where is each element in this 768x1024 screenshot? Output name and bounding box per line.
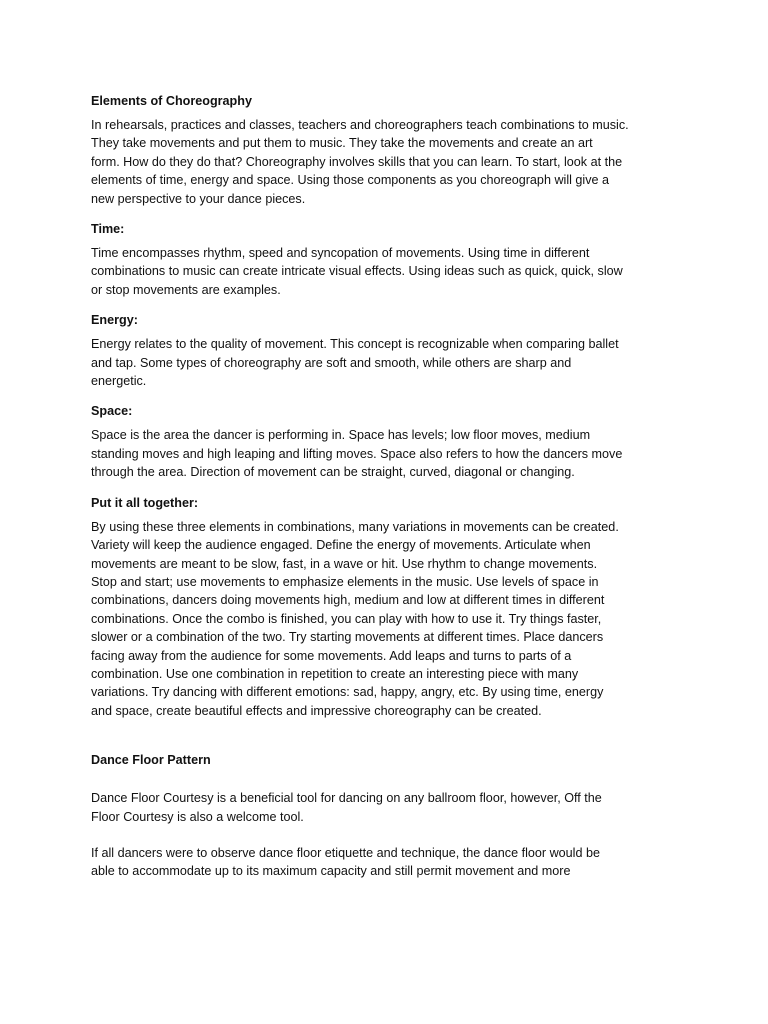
text-line: or stop movements are examples. — [91, 282, 281, 297]
text-line: In rehearsals, practices and classes, teachers and choreographers teach combinations to music. — [91, 118, 629, 132]
document-page — [91, 92, 681, 881]
text-line: facing away from the audience for some movements. Add leaps and turns to parts of a — [91, 648, 572, 663]
text-line: form. How do they do that? Choreography involves skills that you can learn. To start, look at the — [91, 154, 623, 169]
text-line: energetic. — [91, 374, 147, 389]
text-line: and tap. Some types of choreography are soft and smooth, while others are sharp and — [91, 355, 572, 370]
section-heading-elements-of-choreography: Elements of Choreography — [91, 94, 252, 108]
text-line: They take movements and put them to music. They take the movements and create an art — [91, 136, 593, 151]
text-line: Stop and start; use movements to emphasize elements in the music. Use levels of space in — [91, 574, 599, 589]
text-line: standing moves and high leaping and lifting moves. Space also refers to how the dancers move — [91, 446, 623, 461]
text-line: able to accommodate up to its maximum capacity and still permit movement and more — [91, 864, 571, 879]
paragraph-space — [91, 426, 681, 481]
paragraph-dance-floor-etiquette — [91, 844, 681, 881]
text-line: through the area. Direction of movement can be straight, curved, diagonal or changing. — [91, 465, 575, 480]
text-line: Dance Floor Courtesy is a beneficial tool for dancing on any ballroom floor, however, Off the — [91, 791, 602, 806]
paragraph-put-it-all-together — [91, 518, 681, 720]
text-line: elements of time, energy and space. Using those components as you choreograph will give a — [91, 173, 610, 188]
section-heading-put-it-all-together: Put it all together: — [91, 495, 199, 510]
text-line: new perspective to your dance pieces. — [91, 191, 306, 206]
text-line: combinations to music can create intricate visual effects. Using ideas such as quick, quick, slow — [91, 264, 623, 279]
text-line: Energy relates to the quality of movement. This concept is recognizable when comparing ballet — [91, 337, 619, 352]
text-line: combinations, dancers doing movements high, medium and low at different times in different — [91, 593, 605, 608]
paragraph-dance-floor-courtesy — [91, 789, 681, 826]
text-line: variations. Try dancing with different emotions: sad, happy, angry, etc. By using time, energy — [91, 685, 604, 700]
text-line: and space, create beautiful effects and impressive choreography can be created. — [91, 703, 542, 718]
text-line: By using these three elements in combinations, many variations in movements can be created. — [91, 519, 619, 534]
text-line: Floor Courtesy is also a welcome tool. — [91, 809, 304, 824]
paragraph-time — [91, 244, 681, 299]
text-line: Time encompasses rhythm, speed and syncopation of movements. Using time in different — [91, 246, 590, 261]
paragraph-intro — [91, 116, 681, 208]
text-line: slower or a combination of the two. Try starting movements at different times. Place dancers — [91, 630, 604, 645]
paragraph-energy — [91, 335, 681, 390]
section-heading-time: Time: — [91, 222, 125, 237]
text-line: Space is the area the dancer is performing in. Space has levels; low floor moves, medium — [91, 428, 591, 443]
text-line: combination. Use one combination in repetition to create an interesting piece with many — [91, 666, 579, 681]
section-heading-energy: Energy: — [91, 313, 138, 328]
section-heading-space: Space: — [91, 404, 133, 419]
section-heading-dance-floor-pattern: Dance Floor Pattern — [91, 753, 211, 768]
text-line: movements are meant to be slow, fast, in a wave or hit. Use rhythm to change movements. — [91, 556, 598, 571]
text-line: Variety will keep the audience engaged. Define the energy of movements. Articulate when — [91, 538, 591, 553]
text-line: If all dancers were to observe dance floor etiquette and technique, the dance floor would be — [91, 845, 600, 860]
text-line: combinations. Once the combo is finished, you can play with how to use it. Try things faster, — [91, 611, 602, 626]
